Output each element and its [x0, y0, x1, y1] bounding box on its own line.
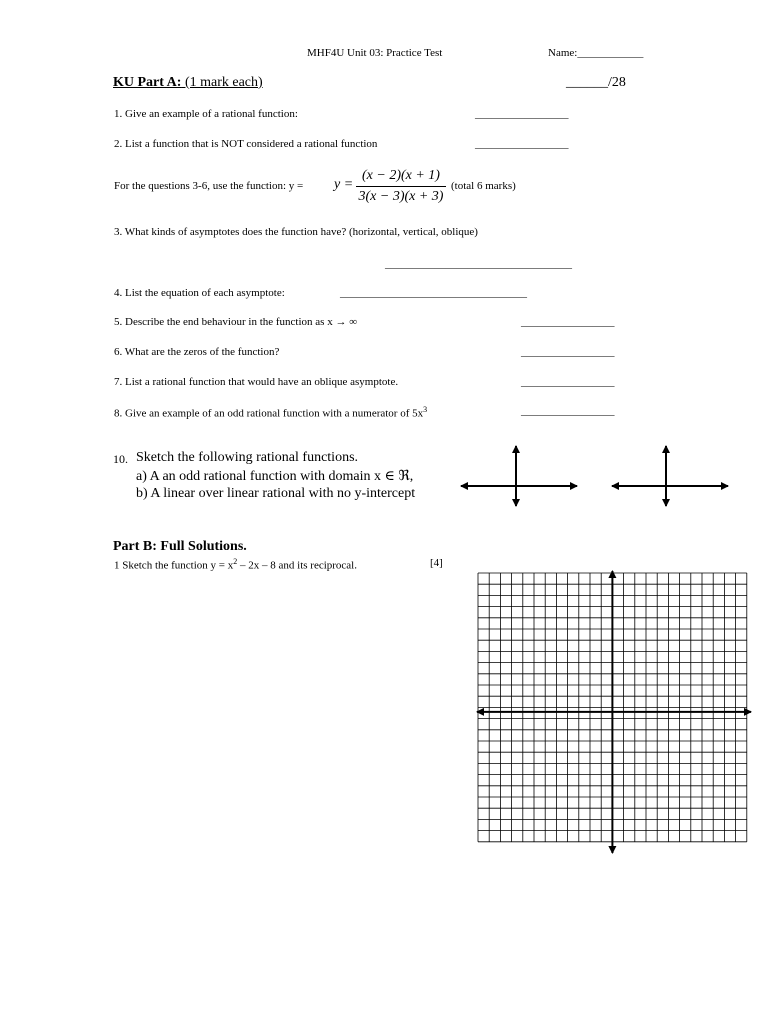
question-8-answer-blank: _________________ [521, 405, 615, 417]
part-b-question-1-rest: – 2x – 8 and its reciprocal. [237, 559, 357, 572]
function-denominator: 3(x − 3)(x + 3) [358, 189, 444, 204]
part-a-marks-note: (1 mark each) [181, 75, 263, 90]
question-8-exponent: 3 [423, 405, 428, 414]
function-y-equals: y = [334, 177, 354, 192]
question-7: 7. List a rational function that would have an oblique asymptote. [114, 376, 399, 388]
part-b-question-1 [114, 557, 357, 572]
sketch-axes-b [609, 444, 731, 508]
question-2-answer-blank: _________________ [475, 138, 569, 150]
part-a-heading: KU Part A: [113, 75, 182, 90]
part-b-heading: Part B: Full Solutions. [113, 539, 247, 554]
question-2: 2. List a function that is NOT considered a rational function [114, 138, 378, 150]
question-6-answer-blank: _________________ [521, 346, 615, 358]
graph-paper-grid [476, 570, 752, 854]
question-3: 3. What kinds of asymptotes does the function have? (horizontal, vertical, oblique) [114, 226, 478, 238]
course-title: MHF4U Unit 03: Practice Test [307, 47, 443, 59]
question-1: 1. Give an example of a rational function: [114, 108, 298, 120]
question-10-number: 10. [113, 452, 128, 466]
question-10a: a) A an odd rational function with domain x ∈ ℜ, [136, 469, 414, 484]
question-1-answer-blank: _________________ [475, 108, 569, 120]
question-5-answer-blank: _________________ [521, 316, 615, 328]
function-numerator: (x − 2)(x + 1) [356, 166, 446, 187]
function-total-marks: (total 6 marks) [451, 180, 516, 192]
part-b-question-1-marks: [4] [430, 557, 443, 569]
question-8 [114, 405, 427, 420]
question-8-text: 8. Give an example of an odd rational function with a numerator of 5x [114, 407, 424, 420]
part-b-question-1-exponent: 2 [233, 557, 238, 566]
question-10b: b) A linear over linear rational with no y-intercept [136, 486, 416, 501]
part-a-heading-line [113, 75, 263, 91]
question-3-answer-blank: __________________________________ [385, 258, 572, 270]
part-a-score-blank: ______/28 [566, 75, 626, 90]
function-context-intro: For the questions 3-6, use the function: y = [114, 180, 304, 192]
function-fraction [356, 166, 446, 207]
question-4: 4. List the equation of each asymptote: [114, 287, 285, 299]
question-7-answer-blank: _________________ [521, 376, 615, 388]
question-6: 6. What are the zeros of the function? [114, 346, 280, 358]
sketch-axes-a [458, 444, 580, 508]
name-field-label: Name:____________ [548, 47, 644, 59]
question-4-answer-blank: __________________________________ [340, 287, 527, 299]
question-10-text: Sketch the following rational functions. [136, 450, 359, 465]
part-b-question-1-text: 1 Sketch the function y = x [114, 559, 234, 572]
question-5: 5. Describe the end behaviour in the function as x → ∞ [114, 316, 358, 328]
